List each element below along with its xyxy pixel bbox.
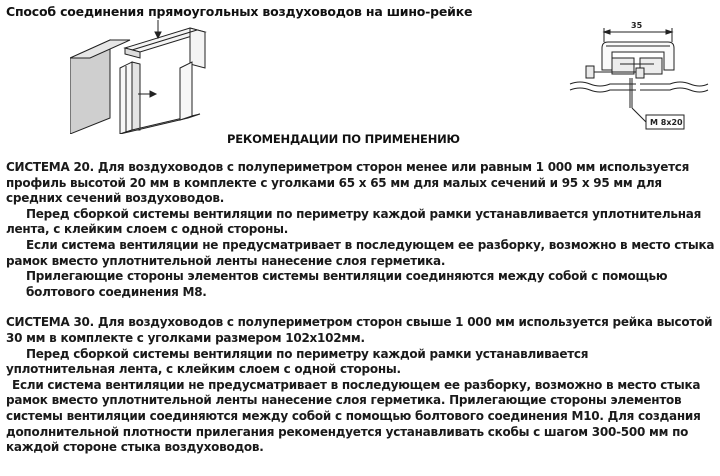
system20-intro-line-1: СИСТЕМА 20. Для воздуховодов с полупериметром сторон менее или равным 1 000 мм используется — [6, 160, 690, 174]
page-heading: Способ соединения прямоугольных воздуховодов на шино-рейке — [6, 4, 473, 19]
system20-p2-line-1: Перед сборкой системы вентиляции по периметру каждой рамки устанавливается уплотнительная — [26, 206, 702, 221]
system30-p2-line-1: Перед сборкой системы вентиляции по периметру каждой рамки устанавливается — [26, 346, 589, 361]
system30-p3-line-3: системы вентиляции соединяются между собой с помощью болтового соединения М10. Для создания — [6, 408, 701, 423]
clamp-section-illustration — [560, 18, 710, 136]
bolt-label: M 8x20 — [650, 118, 683, 127]
system30-p3-line-1: Если система вентиляции не предусматривает в последующем ее разборку, возможно в место стыка — [12, 377, 701, 392]
system20-p3-line-1: Если система вентиляции не предусматривает в последующем ее разборку, возможно в место стыка — [26, 237, 715, 252]
system30-p3-line-4: дополнительной плотности прилегания рекомендуется устанавливать скобы с шагом 300-500 мм по — [6, 424, 689, 439]
system20-p3-line-2: рамок вместо уплотнительной ленты нанесение слоя герметика. — [6, 253, 446, 268]
system30-p2-line-2: уплотнительная лента, с клейким слоем с одной стороны. — [6, 362, 401, 377]
dimension-label: 35 — [631, 21, 643, 30]
system30-intro-line-2: 30 мм в комплекте с уголками размером 102х102мм. — [6, 330, 365, 345]
system30-intro-line-1: СИСТЕМА 30. Для воздуховодов с полупериметром сторон свыше 1 000 мм используется рейка высотой — [6, 315, 713, 330]
system30-p3-line-2: рамок вместо уплотнительной ленты нанесение слоя герметика. Прилегающие стороны элементов — [6, 393, 682, 408]
system20-p4-line-2: болтового соединения М8. — [26, 284, 207, 299]
system30-p3-line-5: каждой стороне стыка воздуховодов. — [6, 440, 264, 455]
recommendations-title: РЕКОМЕНДАЦИИ ПО ПРИМЕНЕНИЮ — [227, 132, 460, 146]
system20-p4-line-1: Прилегающие стороны элементов системы вентиляции соединяются между собой с помощью — [26, 269, 668, 284]
system20-p2-line-2: лента, с клейким слоем с одной стороны. — [6, 222, 289, 237]
system20-intro-line-3: средних сечений воздуховодов. — [6, 191, 225, 206]
duct-frame-illustration — [70, 18, 230, 134]
system20-intro-line-2: профиль высотой 20 мм в комплекте с уголками 65 х 65 мм для малых сечений и 95 х 95 мм для — [6, 175, 662, 190]
recommendations-body — [6, 160, 718, 456]
